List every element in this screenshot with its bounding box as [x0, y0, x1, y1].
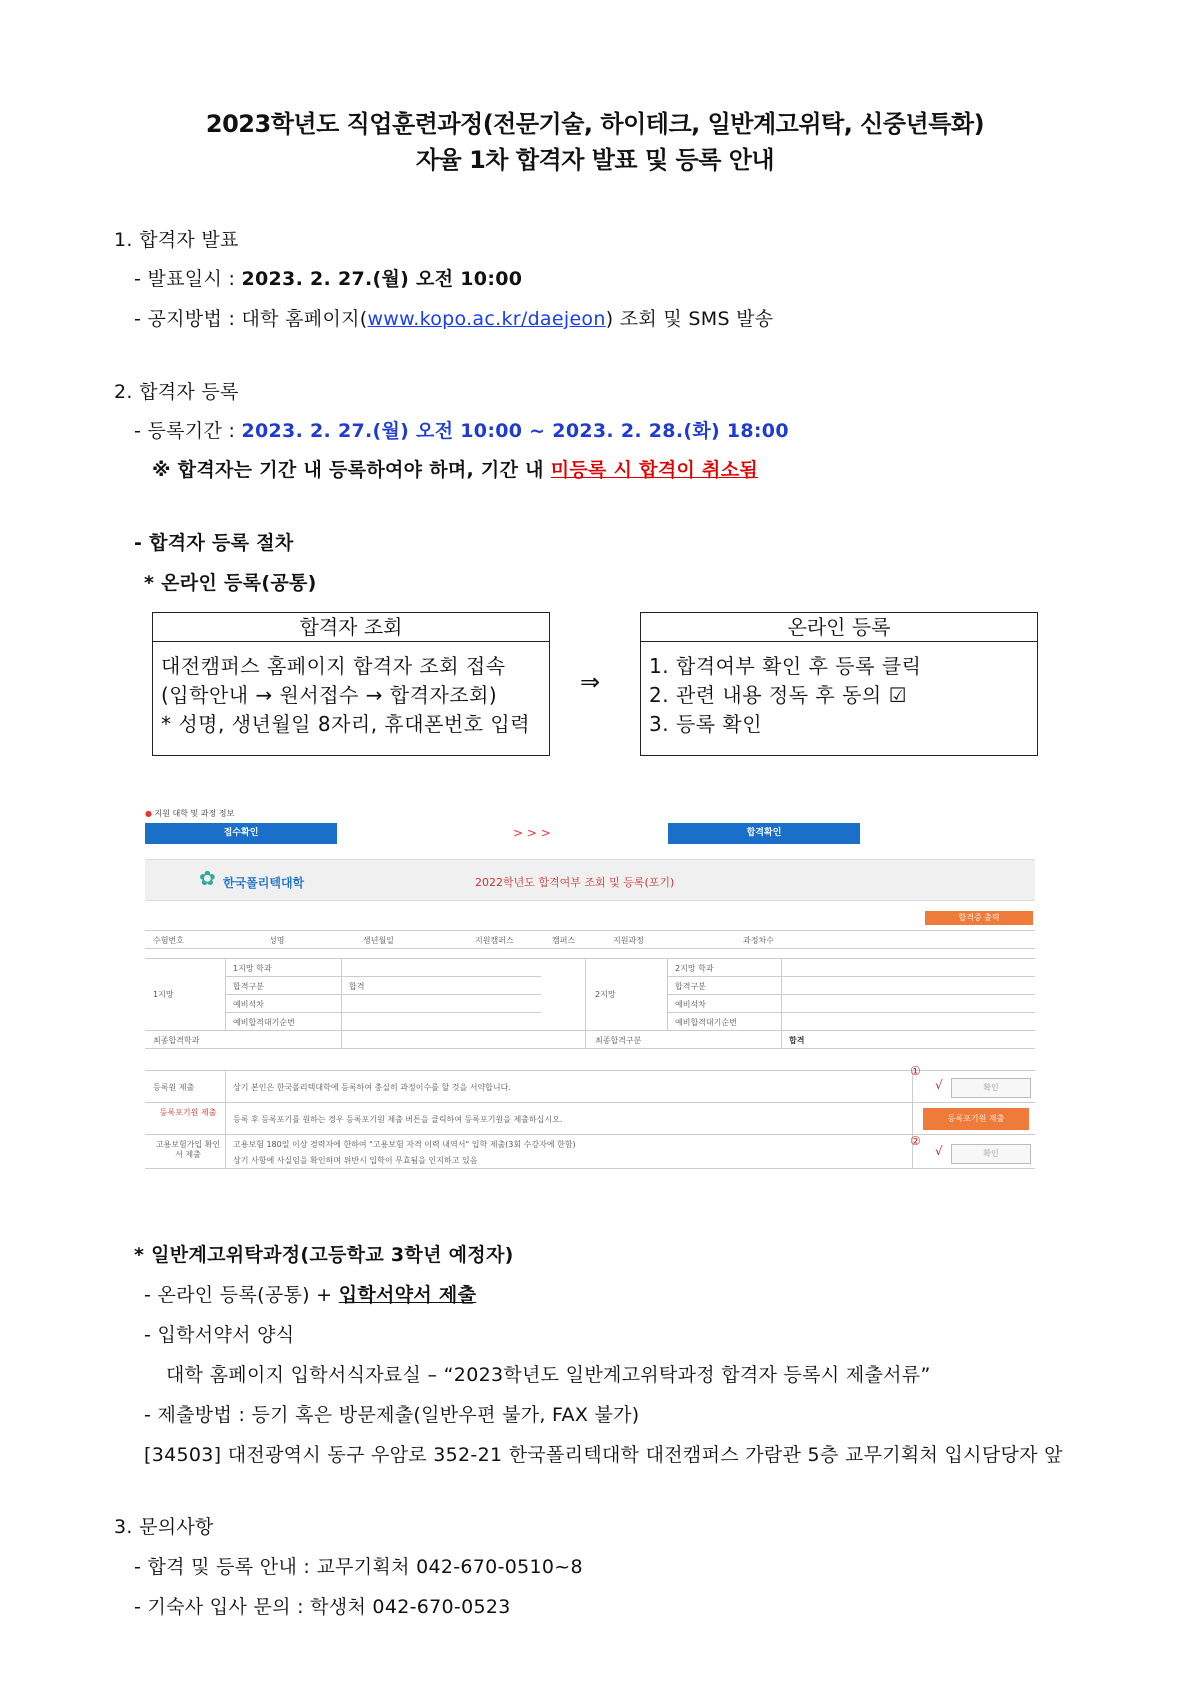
- doc-title-line1: 2023학년도 직업훈련과정(전문기술, 하이테크, 일반계고위탁, 신중년특화): [205, 110, 985, 138]
- announce-method-suffix: ) 조회 및 SMS 발송: [605, 308, 774, 330]
- online-heading: * 온라인 등록(공통): [144, 572, 317, 594]
- check-icon: √: [935, 1078, 943, 1092]
- tab-result[interactable]: 합격확인: [668, 823, 860, 844]
- registration-period-label: - 등록기간 :: [134, 420, 242, 442]
- choice2-row: 2지망 학과: [675, 964, 714, 973]
- header-title: 2022학년도 합격여부 조회 및 등록(포기): [475, 876, 675, 889]
- arrow-icon: ⇒: [580, 668, 601, 696]
- pledge-submit-text: 입학서약서 제출: [338, 1284, 477, 1306]
- procedure-heading: - 합격자 등록 절차: [134, 532, 294, 554]
- register-text: 상기 본인은 한국폴리텍대학에 등록하여 충실히 과정이수를 할 것을 서약합니다.: [233, 1083, 511, 1092]
- contact-line2: - 기숙사 입사 문의 : 학생처 042-670-0523: [134, 1596, 511, 1618]
- info-label: 지원캠퍼스: [475, 936, 514, 945]
- registration-notice: [152, 455, 758, 482]
- info-label: 과정차수: [743, 936, 774, 945]
- insurance-text2: 상기 사항에 사실임을 확인하며 위반시 입학이 무효됨을 인지하고 있음: [233, 1156, 478, 1165]
- logo-text: 한국폴리텍대학: [223, 876, 305, 890]
- general-line2: - 입학서약서 양식: [144, 1324, 295, 1346]
- info-label: 캠퍼스: [552, 936, 576, 945]
- online-register-line: 3. 등록 확인: [649, 712, 763, 736]
- register-confirm-button[interactable]: 확인: [951, 1078, 1031, 1098]
- registration-period: [134, 416, 789, 443]
- register-label: 등록원 제출: [153, 1083, 195, 1092]
- section1-heading: 1. 합격자 발표: [114, 229, 239, 251]
- section2-heading: 2. 합격자 등록: [114, 381, 239, 403]
- choice2-row: 예비합격대기순번: [675, 1018, 737, 1027]
- info-label: 생년월일: [363, 936, 394, 945]
- registration-notice-prefix: ※ 합격자는 기간 내 등록하여야 하며, 기간 내: [152, 459, 551, 481]
- insurance-confirm-button[interactable]: 확인: [951, 1144, 1031, 1164]
- final-type-value: 합격: [789, 1036, 805, 1045]
- choice1-row: 예비합격대기순번: [233, 1018, 295, 1027]
- registration-warning: 미등록 시 합격이 취소됨: [550, 459, 759, 481]
- info-label: 수험번호: [153, 936, 184, 945]
- announce-date-value: 2023. 2. 27.(월) 오전 10:00: [241, 268, 523, 290]
- contact-line1: - 합격 및 등록 안내 : 교무기획처 042-670-0510~8: [134, 1556, 583, 1578]
- check-result-line: 대전캠퍼스 홈페이지 합격자 조회 접속: [161, 654, 506, 678]
- tab-arrows: > > >: [513, 826, 551, 840]
- online-register-box: [640, 612, 1038, 756]
- announce-date: [134, 264, 522, 291]
- giveup-submit-button[interactable]: 등록포기원 제출: [923, 1108, 1029, 1130]
- final-dept-label: 최종합격학과: [153, 1036, 200, 1045]
- check-result-line: * 성명, 생년월일 8자리, 휴대폰번호 입력: [161, 712, 531, 736]
- step1-mark: ①: [910, 1064, 921, 1078]
- choice2-row: 예비석차: [675, 1000, 706, 1009]
- announce-method: [134, 304, 773, 331]
- info-label: 지원과정: [613, 936, 644, 945]
- announce-method-label: - 공지방법 : 대학 홈페이지(: [134, 308, 368, 330]
- choice2-label: 2지망: [595, 990, 616, 999]
- bullet-icon: ●: [145, 809, 152, 818]
- general-line1: [144, 1280, 476, 1307]
- section3-heading: 3. 문의사항: [114, 1516, 214, 1538]
- general-line3: 대학 홈페이지 입학서식자료실 – “2023학년도 일반계고위탁과정 합격자 등록시 제출서류”: [166, 1364, 931, 1386]
- tab-receipt[interactable]: 접수확인: [145, 823, 337, 844]
- choice1-pass-value: 합격: [349, 982, 365, 991]
- insurance-label: 고용보험가입 확인서 제출: [155, 1140, 221, 1159]
- check-result-box: [152, 612, 550, 756]
- general-heading: * 일반계고위탁과정(고등학교 3학년 예정자): [134, 1244, 514, 1266]
- choice1-row: 합격구분: [233, 982, 264, 991]
- info-label: 성명: [269, 936, 285, 945]
- logo-icon: ✿: [199, 866, 216, 890]
- step2-mark: ②: [910, 1134, 921, 1148]
- choice1-row: 1지망 학과: [233, 964, 272, 973]
- general-address: [34503] 대전광역시 동구 우암로 352-21 한국폴리텍대학 대전캠퍼스 가람관 5층 교무기획처 입시담당자 앞: [144, 1444, 1063, 1466]
- homepage-link[interactable]: www.kopo.ac.kr/daejeon: [367, 308, 606, 330]
- giveup-text: 등록 후 등록포기를 원하는 경우 등록포기원 제출 버튼을 클릭하여 등록포기원을 제출하십시오.: [233, 1115, 563, 1124]
- announce-date-label: - 발표일시 :: [134, 268, 242, 290]
- registration-screenshot: [145, 808, 1035, 1188]
- check-icon: √: [935, 1144, 943, 1158]
- giveup-label: 등록포기원 제출: [159, 1108, 217, 1117]
- choice1-label: 1지망: [153, 990, 174, 999]
- online-register-line: 1. 합격여부 확인 후 등록 클릭: [649, 654, 922, 678]
- general-line4: - 제출방법 : 등기 혹은 방문제출(일반우편 불가, FAX 불가): [144, 1404, 640, 1426]
- print-certificate-button[interactable]: 합격증 출력: [925, 911, 1033, 925]
- check-result-line: (입학안내 → 원서접수 → 합격자조회): [161, 683, 498, 707]
- choice1-row: 예비석차: [233, 1000, 264, 1009]
- section-label: ● 지원 대학 및 과정 정보: [145, 809, 235, 818]
- choice2-row: 합격구분: [675, 982, 706, 991]
- final-type-label: 최종합격구분: [595, 1036, 642, 1045]
- check-result-title: 합격자 조회: [153, 613, 549, 642]
- doc-title-line2: 자율 1차 합격자 발표 및 등록 안내: [415, 146, 775, 174]
- insurance-text1: 고용보험 180일 이상 경력자에 한하여 "고용보험 자격 이력 내역서" 입학 제출(3회 수강자에 한함): [233, 1140, 576, 1149]
- online-register-title: 온라인 등록: [641, 613, 1037, 642]
- registration-period-value: 2023. 2. 27.(월) 오전 10:00 ~ 2023. 2. 28.(화) 18:00: [241, 420, 789, 442]
- general-line1-prefix: - 온라인 등록(공통) +: [144, 1284, 339, 1306]
- online-register-line: 2. 관련 내용 정독 후 동의 ☑: [649, 683, 908, 707]
